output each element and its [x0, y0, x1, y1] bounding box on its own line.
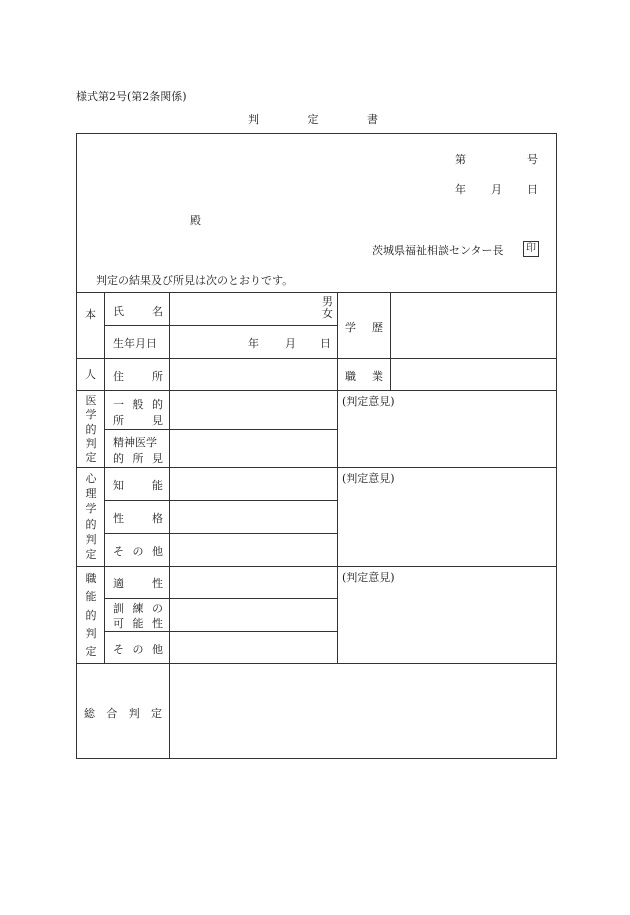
gender-female: 女	[322, 307, 333, 320]
row-divider	[76, 390, 557, 391]
address-label: 住 所	[113, 370, 163, 383]
row-divider	[76, 663, 557, 664]
dob-year: 年	[248, 337, 259, 350]
psychological-opinion-label: (判定意見)	[342, 472, 395, 485]
general-findings-line2: 所 見	[113, 414, 163, 427]
occupation-label: 職 業	[345, 370, 383, 383]
medical-opinion-label: (判定意見)	[342, 395, 395, 408]
person-section-label-bottom: 人	[85, 368, 96, 381]
education-label: 学 歴	[345, 321, 383, 334]
date-day: 日	[527, 183, 538, 196]
psych-findings-line2: 的 所 見	[113, 452, 163, 465]
seal-mark: 印	[523, 241, 539, 257]
col-divider	[337, 292, 338, 663]
dob-day: 日	[320, 337, 331, 350]
dob-month: 月	[285, 337, 296, 350]
title-char: 書	[367, 113, 378, 126]
row-divider	[104, 325, 337, 326]
title-char: 定	[307, 113, 319, 126]
vocational-section-label: 職 能 的 判 定	[85, 572, 97, 658]
psych-findings-line1: 精神医学	[113, 436, 157, 449]
date-month: 月	[491, 183, 502, 196]
general-findings-line1: 一 般 的	[113, 398, 163, 411]
form-number: 様式第2号(第2条関係)	[76, 90, 187, 103]
number-dai: 第	[455, 153, 466, 166]
row-divider	[104, 429, 337, 430]
person-section-label-top: 本	[85, 308, 96, 321]
psychological-section-label: 心 理 学 的 判 定	[85, 472, 97, 561]
col-divider	[169, 292, 170, 759]
row-divider	[104, 631, 337, 632]
row-divider	[104, 500, 337, 501]
col-divider	[104, 292, 105, 663]
issuer-name: 茨城県福祉相談センター長	[372, 244, 504, 257]
row-divider	[76, 358, 557, 359]
dob-label: 生年月日	[113, 337, 157, 350]
personality-label: 性 格	[113, 512, 163, 525]
gender-options	[322, 296, 333, 320]
title-char: 判	[248, 113, 259, 126]
training-line1: 訓 練 の	[113, 602, 163, 615]
document-title	[248, 111, 378, 127]
col-divider	[390, 292, 391, 390]
addressee-dono: 殿	[190, 214, 201, 227]
medical-section-label: 医 学 的 判 定	[85, 394, 97, 464]
row-divider	[104, 598, 337, 599]
row-divider	[76, 467, 557, 468]
gender-male: 男	[322, 295, 333, 308]
number-go: 号	[527, 153, 538, 166]
row-divider	[76, 292, 557, 293]
intelligence-label: 知 能	[113, 479, 163, 492]
row-divider	[104, 533, 337, 534]
aptitude-label: 適 性	[113, 577, 163, 590]
date-year: 年	[455, 183, 466, 196]
vocational-opinion-label: (判定意見)	[342, 571, 395, 584]
row-divider	[76, 566, 557, 567]
intro-text: 判定の結果及び所見は次のとおりです。	[96, 274, 294, 287]
name-label: 氏 名	[113, 305, 163, 318]
psych-other-label: そ の 他	[113, 545, 163, 558]
overall-judgment-label: 総 合 判 定	[84, 707, 162, 720]
training-line2: 可 能 性	[113, 617, 163, 630]
vocational-other-label: そ の 他	[113, 643, 163, 656]
